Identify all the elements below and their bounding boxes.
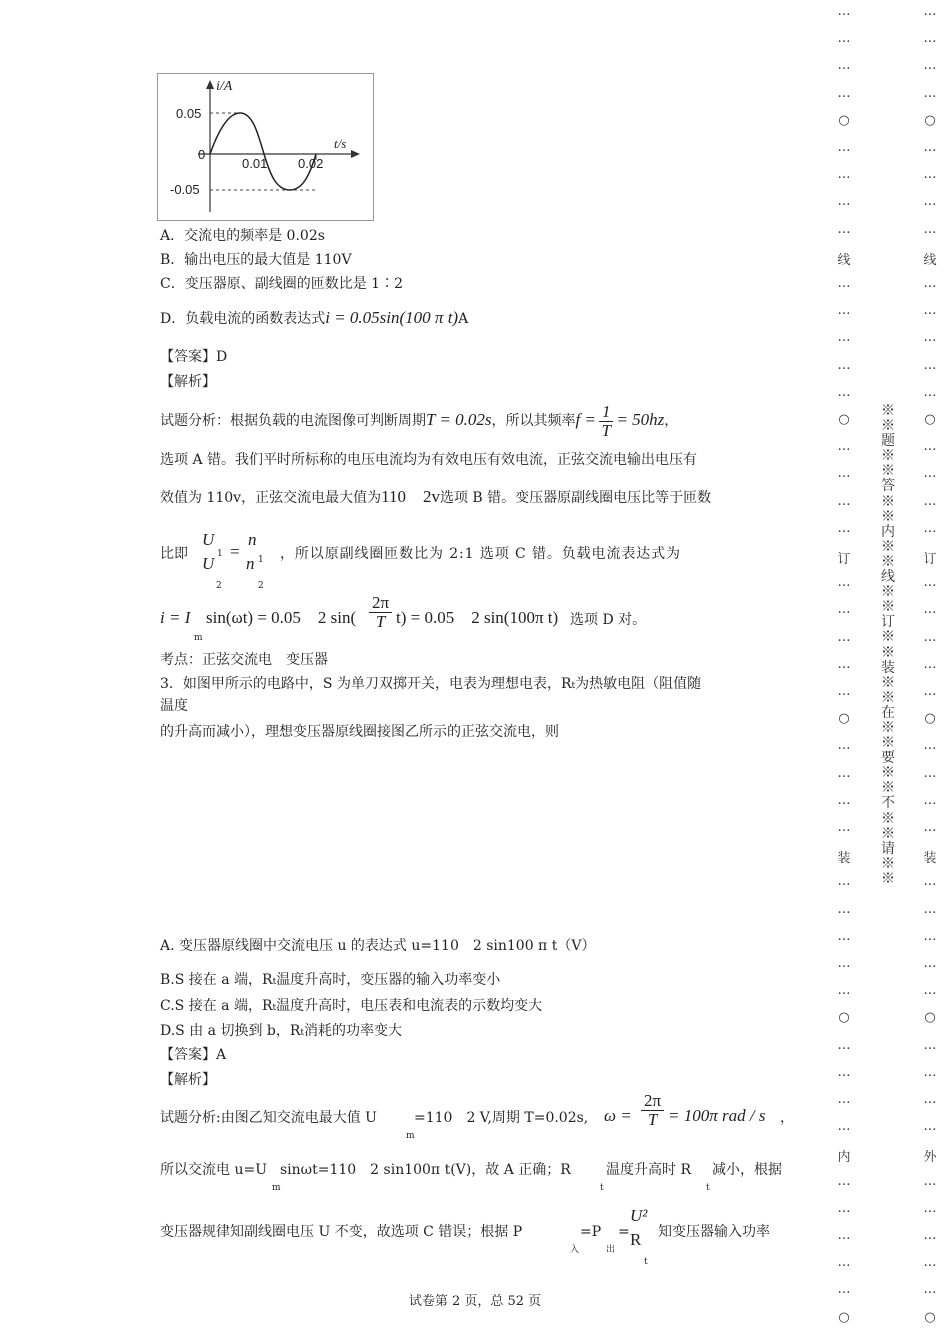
q3-b1-mid: =110 2 V,周期 T=0.02s, [414, 1110, 589, 1126]
binding-outer-circle-icon: ○ [924, 1309, 936, 1325]
q2-a4-n2: n [246, 554, 255, 573]
q2-a4-u1-sub: 1 [217, 549, 223, 559]
binding-inner-dots: … [837, 276, 851, 291]
binding-inner-dots: … [837, 194, 851, 210]
q3-opt-c-prefix: C.S 接在 a 端，R [160, 998, 273, 1014]
binding-inner-dots: … [837, 956, 851, 971]
binding-inner-dots: … [837, 901, 851, 917]
q3-option-a: A. 变压器原线圈中交流电压 u 的表达式 u=110 2 sin100 π t（V） [160, 938, 596, 954]
q3-b3-num: U² [630, 1206, 648, 1225]
q3-opt-b-suffix: 温度升高时，变压器的输入功率变小 [276, 972, 501, 988]
q2-analysis-line-3 [160, 487, 711, 508]
q2-analysis-line-2: 选项 A 错。我们平时所标称的电压电流均为有效电压有效电流，正弦交流电输出电压有 [160, 452, 698, 468]
y-axis-label: i/A [216, 79, 233, 94]
binding-inner-dots: … [837, 221, 851, 237]
binding-outer-dots: … [923, 1173, 937, 1189]
q3-analysis-line-1 [160, 1091, 794, 1144]
binding-inner-dots: … [837, 820, 851, 835]
binding-inner-dots: … [837, 1255, 851, 1271]
q3-b1-frac [641, 1092, 664, 1129]
q3-b2-mid: sinωt=110 2 sin100π t(V)，故 A 正确；R [280, 1162, 571, 1178]
q2-option-c: C．变压器原、副线圈的匝数比是 1∶2 [160, 276, 403, 292]
binding-outer-dots: … [923, 221, 937, 237]
binding-inner-word: 内 [837, 1150, 851, 1166]
q3-b1-omega: ω = [604, 1106, 632, 1125]
binding-inner-word: 线 [837, 252, 851, 268]
q2-a5-sub-m: m [194, 633, 203, 643]
binding-outer-dots: … [923, 4, 937, 19]
q2-a3-value: 110 2v [381, 487, 440, 506]
q3-b2-sub-m: m [272, 1183, 281, 1193]
binding-inner-dots: … [837, 58, 851, 74]
binding-inner-dots: … [837, 575, 851, 591]
binding-inner-dots: … [837, 1092, 851, 1107]
q2-option-b: B．输出电压的最大值是 110V [160, 252, 352, 268]
q3-b2-prefix: 所以交流电 u=U [160, 1162, 267, 1178]
q3-b2-mid2: 温度升高时 R [606, 1162, 691, 1178]
x-axis-label: t/s [334, 136, 347, 151]
q3-opt-b-prefix: B.S 接在 a 端，R [160, 972, 273, 988]
binding-inner-dots: … [837, 765, 851, 781]
binding-inner-dots: … [837, 330, 851, 346]
binding-outer-dots: … [923, 58, 937, 74]
q3-opt-d-prefix: D.S 由 a 切换到 b，R [160, 1023, 301, 1039]
binding-inner-circle-icon: ○ [838, 412, 850, 427]
binding-outer-dots: … [923, 439, 937, 455]
q3-b1-den: T [647, 1110, 658, 1129]
q2-analysis-line-4 [160, 530, 790, 591]
binding-outer-circle-icon: ○ [924, 711, 936, 727]
q2-analysis-line-5 [160, 593, 790, 644]
q3-b2-sub-t1: t [600, 1183, 604, 1193]
q3-analysis-line-2 [160, 1158, 790, 1193]
binding-outer-dots: … [923, 1200, 937, 1216]
q3-answer: 【答案】A [160, 1047, 227, 1063]
q3-opt-d-suffix: 消耗的功率变大 [304, 1023, 403, 1039]
binding-inner-dots: … [837, 31, 851, 47]
q2-a1-num: 1 [599, 403, 614, 422]
q2-a4-u2: U [202, 554, 215, 573]
q3-option-c [160, 996, 542, 1018]
binding-inner-dots: … [837, 684, 851, 699]
binding-inner-dots: … [837, 1228, 851, 1243]
q2-a4-eq: = [230, 542, 240, 561]
binding-inner-dots: … [837, 439, 851, 455]
binding-outer-word: 线 [923, 252, 937, 268]
q2-a5-num: 2π [369, 594, 392, 613]
q2-a5-suffix: 选项 D 对。 [570, 612, 647, 628]
q3-stem1-sub: t [571, 681, 576, 691]
x-tick-label-002: 0.02 [298, 156, 324, 171]
q3-stem1-prefix: 3．如图甲所示的电路中，S 为单刀双掷开关，电表为理想电表，R [160, 676, 572, 692]
q3-b3-suffix: 知变压器输入功率 [658, 1224, 770, 1240]
q3-option-b [160, 970, 500, 992]
binding-outer-dots: … [923, 956, 937, 971]
binding-inner-dots: … [837, 384, 851, 400]
binding-outer-dots: … [923, 85, 937, 101]
binding-outer-dots: … [923, 901, 937, 917]
q3-analysis-line-3 [160, 1206, 790, 1267]
binding-outer-circle-icon: ○ [924, 1010, 936, 1026]
current-waveform-figure [157, 73, 374, 221]
binding-outer-dots: … [923, 357, 937, 373]
binding-outer-dots: … [923, 330, 937, 346]
q2-option-d [160, 308, 468, 329]
binding-inner-circle-icon: ○ [838, 711, 850, 727]
binding-inner-dots: … [837, 874, 851, 890]
x-tick-label-001: 0.01 [242, 156, 268, 171]
binding-inner-dots: … [837, 656, 851, 672]
binding-outer-dots: … [923, 684, 937, 699]
q3-b2-suffix: 减小，根据 [712, 1162, 782, 1178]
q2-a1-freq: = 50hz [616, 410, 665, 429]
q3-stem-line-1 [160, 674, 701, 696]
binding-inner-dots: … [837, 602, 851, 618]
binding-inner-word: 装 [837, 851, 851, 867]
binding-outer-dots: … [923, 384, 937, 400]
binding-outer-dots: … [923, 820, 937, 835]
q2-a5-part1: i = I [160, 608, 191, 627]
q3-analysis-title: 【解析】 [160, 1072, 216, 1088]
waveform-svg [158, 74, 373, 220]
q3-opt-c-suffix: 温度升高时，电压表和电流表的示数均变大 [276, 998, 543, 1014]
binding-notice: ※※题※※答※※内※※线※※订※※装※※在※※要※※不※※请※※ [881, 403, 895, 887]
binding-inner-dots: … [837, 1037, 851, 1053]
q2-a4-u1: U [202, 530, 215, 549]
q2-a5-part3: t) = 0.05 2 sin(100π t) [396, 608, 559, 627]
binding-outer-dots: … [923, 167, 937, 183]
q2-kaodian: 考点：正弦交流电 变压器 [160, 652, 328, 668]
q3-b1-num: 2π [641, 1092, 664, 1111]
binding-inner-dots: … [837, 466, 851, 482]
q2-option-d-suffix: A [458, 311, 469, 327]
binding-inner-dots: … [837, 520, 851, 536]
q3-b3-prefix: 变压器规律知副线圈电压 U 不变，故选项 C 错误；根据 P [160, 1224, 523, 1240]
q3-option-d [160, 1021, 402, 1043]
binding-outer-dots: … [923, 1255, 937, 1271]
binding-outer-dots: … [923, 629, 937, 645]
binding-inner-word: 订 [837, 552, 851, 567]
binding-inner-dots: … [837, 629, 851, 645]
q3-b1-sub-m: m [406, 1131, 415, 1141]
q3-b3-eq2: = [618, 1224, 630, 1240]
q2-a4-n2-sub: 2 [258, 581, 264, 591]
binding-inner-dots: … [837, 303, 851, 319]
binding-outer-circle-icon: ○ [924, 412, 936, 427]
q3-b1-end: ， [780, 1110, 794, 1126]
binding-outer-word: 订 [923, 552, 937, 567]
binding-outer-dots: … [923, 140, 937, 155]
q3-stem1-suffix: 为热敏电阻（阻值随 [575, 676, 702, 692]
binding-outer-dots: … [923, 1228, 937, 1243]
q3-b1-rest: = 100π rad / s [668, 1106, 766, 1125]
binding-outer-dots: … [923, 303, 937, 319]
sine-curve [210, 113, 316, 190]
q3-b3-den: R [630, 1230, 642, 1249]
x-axis-arrow-icon [351, 150, 360, 158]
binding-inner-dots: … [837, 928, 851, 944]
binding-outer-dots: … [923, 1037, 937, 1053]
binding-outer-dots: … [923, 31, 937, 47]
binding-outer-dots: … [923, 1064, 937, 1080]
q3-stem-line-2: 温度 [160, 698, 188, 714]
q2-option-a: A．交流电的频率是 0.02s [160, 228, 325, 244]
q2-a3-suffix: 选项 B 错。变压器原副线圈电压比等于匝数 [439, 490, 712, 506]
q2-a1-den: T [601, 420, 611, 440]
q2-a1-end: ， [664, 413, 679, 429]
binding-inner-dots: … [837, 792, 851, 808]
q3-b3-sub-in: 入 [570, 1245, 580, 1255]
q2-a5-part2: sin(ωt) = 0.05 2 sin( [206, 608, 357, 627]
q2-analysis-title: 【解析】 [160, 374, 216, 390]
binding-outer-dots: … [923, 1092, 937, 1107]
q2-answer: 【答案】D [160, 349, 228, 365]
q2-a4-n1-sub: 1 [258, 555, 264, 565]
origin-label: 0 [198, 147, 206, 162]
binding-outer-dots: … [923, 575, 937, 591]
y-min-label: -0.05 [170, 182, 200, 197]
binding-inner-dots: … [837, 1282, 851, 1298]
binding-inner-dots: … [837, 738, 851, 754]
binding-outer-dots: … [923, 792, 937, 808]
q2-a1-prefix: 试题分析：根据负载的电流图像可判断周期 [160, 413, 426, 429]
q3-b3-eq: =P [580, 1224, 602, 1240]
q2-a4-n1: n [248, 530, 257, 549]
binding-outer-dots: … [923, 493, 937, 509]
binding-outer-dots: … [923, 874, 937, 890]
q2-option-d-prefix: D．负载电流的函数表达式 [160, 311, 326, 327]
binding-inner-dots: … [837, 983, 851, 999]
binding-outer-dots: … [923, 194, 937, 210]
binding-inner-dots: … [837, 1173, 851, 1189]
binding-inner-circle-icon: ○ [838, 1010, 850, 1026]
q2-a1-f: f = [575, 410, 596, 429]
binding-outer-dots: … [923, 520, 937, 536]
binding-inner-dots: … [837, 140, 851, 155]
binding-outer-dots: … [923, 276, 937, 291]
y-max-label: 0.05 [176, 106, 202, 121]
binding-inner-circle-icon: ○ [838, 112, 850, 128]
q3-b3-sub-out: 出 [606, 1245, 616, 1255]
q3-opt-b-sub: t [272, 977, 277, 987]
q2-a4-u2-sub: 2 [216, 581, 222, 591]
binding-outer-dots: … [923, 1119, 937, 1135]
q3-opt-d-sub: t [300, 1028, 305, 1038]
q2-a4-prefix: 比即 [160, 546, 188, 562]
binding-outer-word: 装 [923, 851, 937, 867]
q3-b3-sub-t: t [644, 1257, 648, 1267]
binding-inner-dots: … [837, 4, 851, 19]
q2-a1-frac [599, 403, 614, 440]
binding-outer-dots: … [923, 466, 937, 482]
q2-option-d-formula: i = 0.05sin(100 π t) [325, 308, 459, 327]
binding-inner-circle-icon: ○ [838, 1309, 850, 1325]
binding-inner-dots: … [837, 167, 851, 183]
binding-outer-word: 外 [923, 1150, 937, 1166]
binding-inner-dots: … [837, 1119, 851, 1135]
binding-inner-dots: … [837, 357, 851, 373]
q3-b1-prefix: 试题分析:由图乙知交流电最大值 U [160, 1110, 377, 1126]
y-axis-arrow-icon [206, 80, 214, 89]
binding-inner-dots: … [837, 493, 851, 509]
page-footer: 试卷第 2 页，总 52 页 [408, 1294, 542, 1309]
binding-outer-dots: … [923, 765, 937, 781]
binding-outer-dots: … [923, 738, 937, 754]
q2-a1-period: T = 0.02s [426, 410, 492, 429]
binding-inner-dots: … [837, 1064, 851, 1080]
q3-b2-sub-t2: t [706, 1183, 710, 1193]
binding-outer-dots: … [923, 602, 937, 618]
binding-inner-dots: … [837, 85, 851, 101]
q2-a5-frac [369, 594, 392, 631]
q3-opt-c-sub: t [272, 1003, 277, 1013]
q2-a4-suffix: ，所以原副线圈匝数比为 2:1 选项 C 错。负载电流表达式为 [280, 546, 681, 562]
q3-stem-line-3: 的升高而减小），理想变压器原线圈接图乙所示的正弦交流电，则 [160, 724, 559, 740]
q2-a3-prefix: 效值为 110v，正弦交流电最大值为 [160, 490, 382, 506]
binding-outer-circle-icon: ○ [924, 112, 936, 128]
q2-a1-mid: ，所以其频率 [491, 413, 576, 429]
binding-outer-dots: … [923, 983, 937, 999]
binding-outer-dots: … [923, 928, 937, 944]
binding-outer-dots: … [923, 1282, 937, 1298]
q2-analysis-line-1 [160, 400, 678, 441]
q2-a5-den: T [375, 612, 386, 631]
binding-inner-dots: … [837, 1200, 851, 1216]
binding-outer-dots: … [923, 656, 937, 672]
